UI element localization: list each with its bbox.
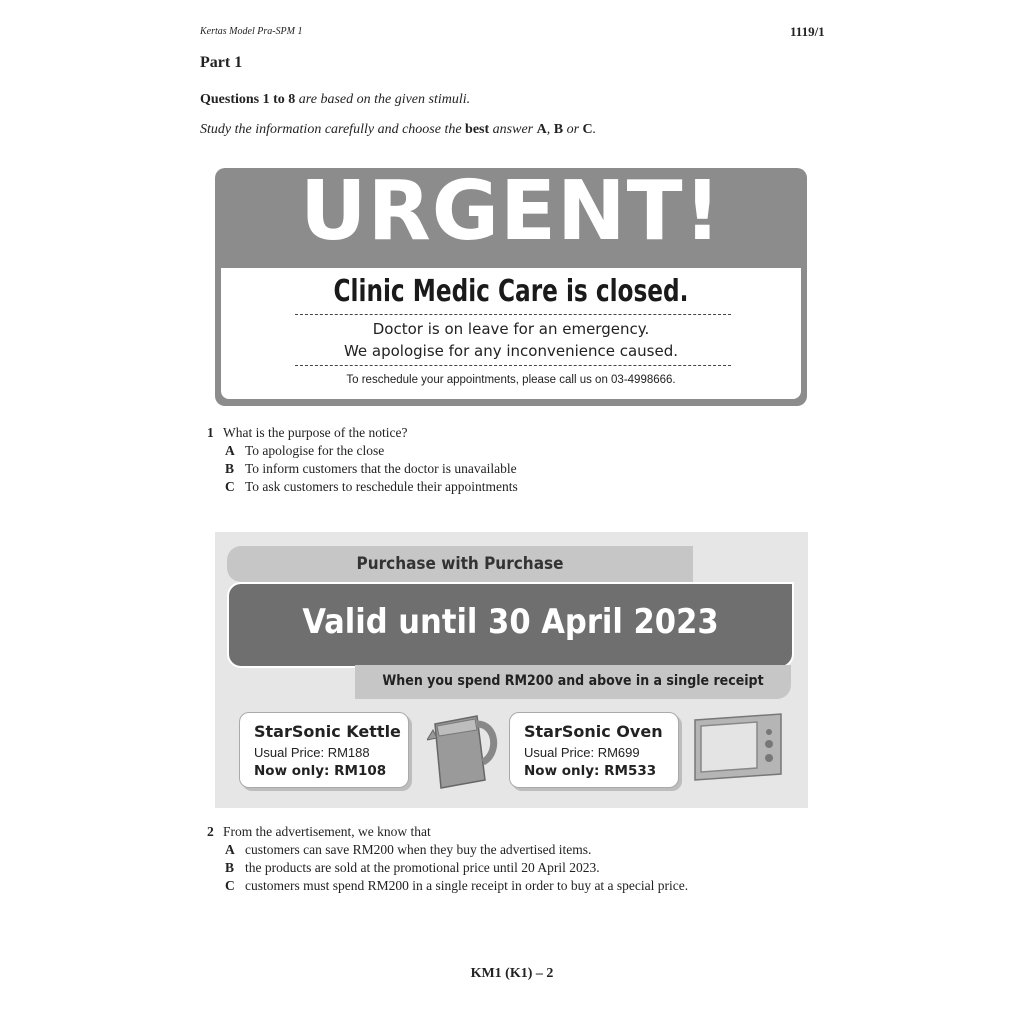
option-text: To apologise for the close — [245, 443, 385, 458]
notice-body — [221, 268, 801, 399]
advertisement — [215, 532, 808, 808]
instruction-text: , — [546, 122, 554, 137]
question-text: What is the purpose of the notice? — [223, 425, 408, 440]
question-number: 1 — [207, 425, 214, 440]
instruction-option-a: A — [536, 122, 547, 137]
validity-text: Valid until 30 April 2023 — [302, 602, 719, 642]
option-a[interactable] — [207, 442, 518, 460]
condition-text: When you spend RM200 and above in a single receipt — [382, 673, 764, 689]
product-usual-price: Usual Price: RM699 — [524, 745, 640, 760]
instruction-text: or — [563, 122, 583, 137]
instruction-text: . — [592, 122, 597, 137]
option-text: customers must spend RM200 in a single receipt in order to buy at a special price. — [245, 878, 689, 893]
option-letter: B — [225, 461, 235, 476]
option-letter: A — [225, 443, 235, 458]
product-name: StarSonic Oven — [524, 722, 663, 741]
promo-banner-text: Purchase with Purchase — [356, 554, 564, 574]
condition-banner — [355, 665, 791, 699]
notice-line-2: We apologise for any inconvenience caused. — [343, 342, 679, 360]
divider — [295, 365, 731, 366]
product-card-kettle — [239, 712, 409, 788]
question-2 — [207, 823, 688, 895]
instruction-text: are based on the given stimuli. — [295, 92, 471, 107]
question-stem — [207, 823, 688, 841]
product-usual-price: Usual Price: RM188 — [254, 745, 370, 760]
option-letter: A — [225, 842, 235, 857]
part-title: Part 1 — [200, 54, 243, 71]
urgent-notice — [215, 164, 807, 406]
product-name: StarSonic Kettle — [254, 722, 401, 741]
instruction-line-2 — [200, 122, 596, 138]
option-c[interactable] — [207, 478, 518, 496]
product-now-price: Now only: RM533 — [524, 763, 657, 779]
instruction-text: Study the information carefully and choose the — [200, 122, 466, 137]
question-1 — [207, 424, 518, 496]
option-text: To ask customers to reschedule their appointments — [245, 479, 518, 494]
promo-banner — [227, 546, 693, 582]
option-a[interactable] — [207, 841, 688, 859]
oven-icon — [691, 712, 785, 782]
notice-line-1: Doctor is on leave for an emergency. — [372, 320, 650, 338]
notice-reschedule-text: To reschedule your appointments, please call us on 03-4998666. — [346, 374, 676, 386]
divider — [295, 314, 731, 315]
page-footer: KM1 (K1) – 2 — [470, 966, 554, 981]
instruction-text: answer — [489, 122, 537, 137]
option-letter: C — [225, 479, 235, 494]
instruction-best: best — [465, 122, 490, 137]
question-stem — [207, 424, 518, 442]
paper-name: Kertas Model Pra-SPM 1 — [200, 26, 303, 37]
notice-closed-text: Clinic Medic Care is closed. — [333, 274, 689, 309]
option-b[interactable] — [207, 859, 688, 877]
question-text: From the advertisement, we know that — [223, 824, 431, 839]
kettle-icon — [427, 710, 499, 792]
product-now-price: Now only: RM108 — [254, 763, 387, 779]
product-card-oven — [509, 712, 679, 788]
instruction-line-1 — [200, 92, 470, 108]
instruction-questions-range: Questions 1 to 8 — [200, 92, 296, 107]
option-c[interactable] — [207, 877, 688, 895]
option-text: To inform customers that the doctor is unavailable — [245, 461, 517, 476]
instruction-option-b: B — [553, 122, 564, 137]
question-number: 2 — [207, 824, 214, 839]
option-letter: B — [225, 860, 235, 875]
option-text: customers can save RM200 when they buy the advertised items. — [245, 842, 592, 857]
option-text: the products are sold at the promotional price until 20 April 2023. — [245, 860, 600, 875]
notice-heading: URGENT! — [299, 164, 722, 259]
paper-code: 1119/1 — [790, 24, 825, 39]
option-letter: C — [225, 878, 235, 893]
validity-banner — [227, 582, 794, 668]
option-b[interactable] — [207, 460, 518, 478]
instruction-option-c: C — [582, 122, 593, 137]
